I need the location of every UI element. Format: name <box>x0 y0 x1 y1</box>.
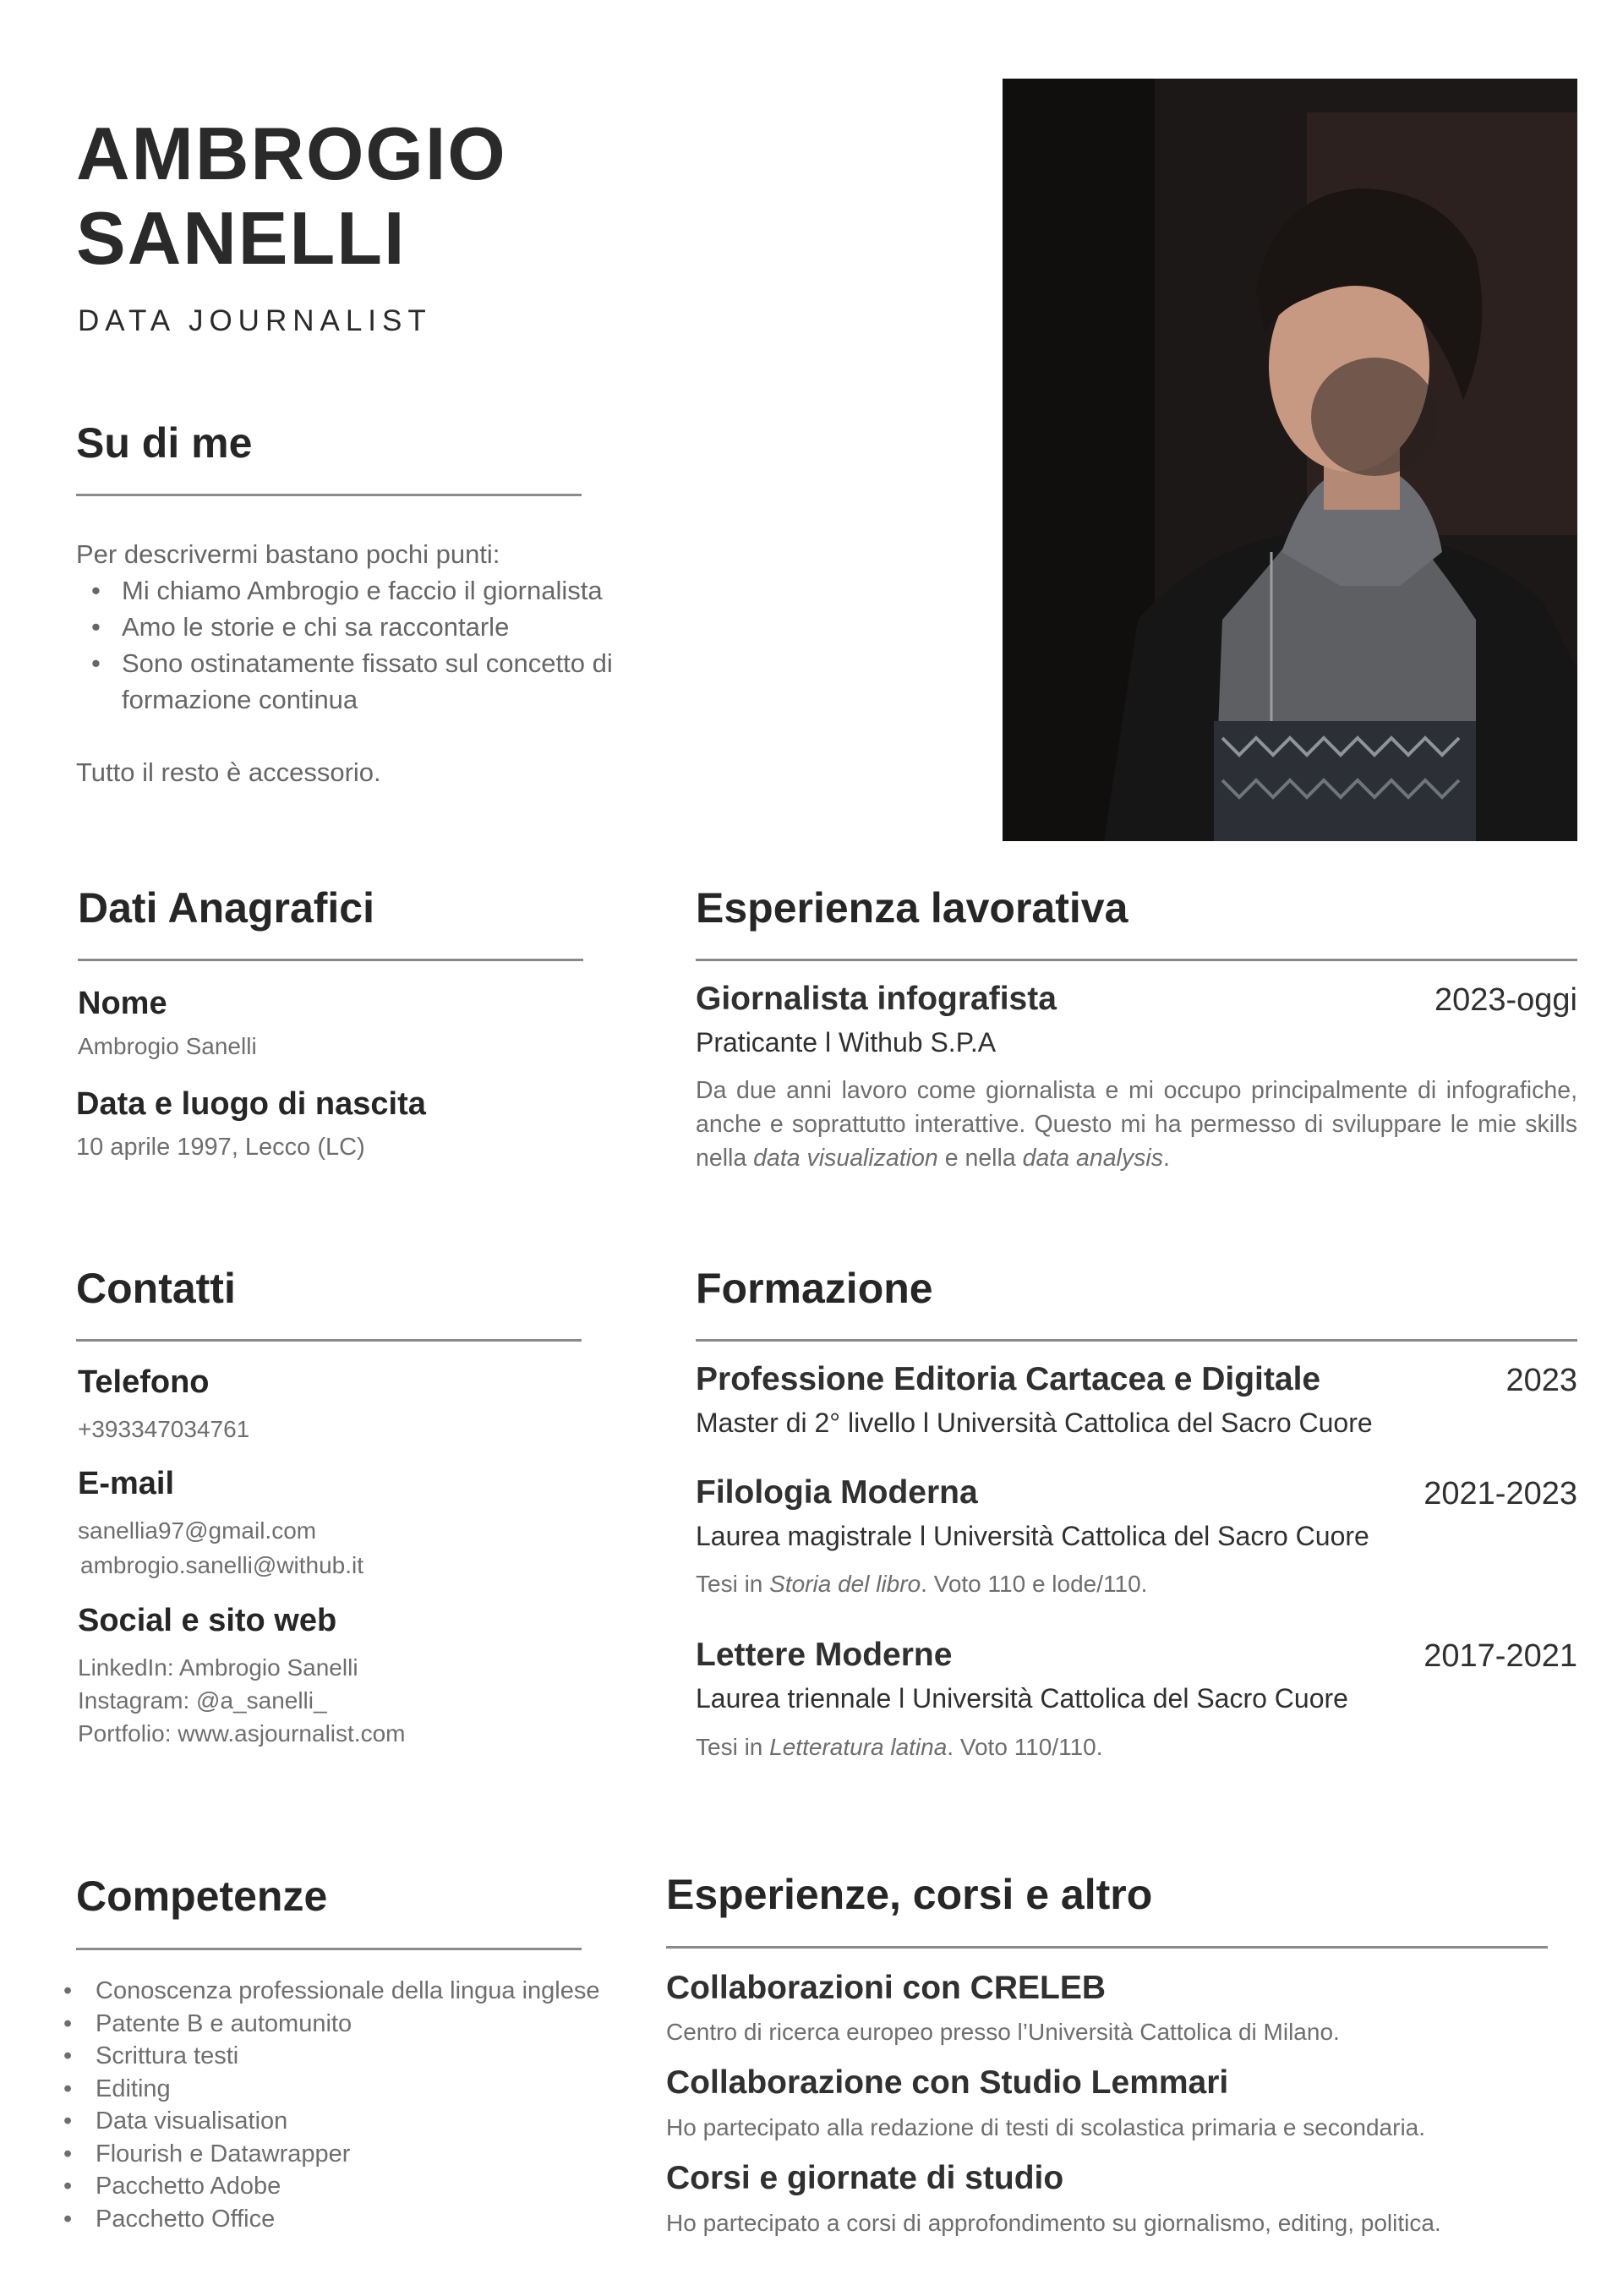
note-text: . Voto 110 e lode/110. <box>921 1571 1148 1597</box>
other-2-description: Ho partecipato alla redazione di testi di scolastica primaria e secondaria. <box>666 2114 1426 2140</box>
education-3-note <box>696 1731 1103 1763</box>
other-divider <box>666 1946 1548 1949</box>
phone-label: Telefono <box>78 1364 210 1400</box>
education-1-year: 2023 <box>1506 1363 1577 1398</box>
skills-list <box>63 1975 621 2235</box>
about-divider <box>76 494 582 496</box>
education-1-subtitle: Master di 2° livello l Università Cattolica del Sacro Cuore <box>696 1408 1373 1438</box>
job-description-text: e nella <box>937 1145 1023 1172</box>
profile-photo <box>1003 79 1577 841</box>
skill-item: • Flourish e Datawrapper <box>63 2138 621 2171</box>
experience-divider <box>696 959 1577 961</box>
birth-value: 10 aprile 1997, Lecco (LC) <box>76 1134 365 1161</box>
name-last-line: SANELLI <box>76 196 407 280</box>
education-2-year: 2021-2023 <box>1424 1476 1577 1512</box>
about-point: • Mi chiamo Ambrogio e faccio il giornalista <box>76 572 651 609</box>
email-primary[interactable]: sanellia97@gmail.com <box>78 1517 317 1544</box>
job-description-text: Da due anni lavoro come giornalista e mi occupo principalmente di infografiche, anche e soprattutto interattive. Questo mi ha permesso di sviluppare le mie skills nella <box>696 1077 1577 1172</box>
job-description-text: . <box>1162 1145 1170 1172</box>
name-label: Nome <box>78 986 167 1021</box>
skill-item: • Conoscenza professionale della lingua inglese <box>63 1975 621 2008</box>
email-label: E-mail <box>78 1466 175 1501</box>
skill-item: • Pacchetto Office <box>63 2203 621 2236</box>
note-emphasis: Storia del libro <box>769 1571 921 1597</box>
email-secondary[interactable]: ambrogio.sanelli@withub.it <box>80 1552 364 1578</box>
name-first-line: AMBROGIO <box>76 112 507 195</box>
birth-label: Data e luogo di nascita <box>76 1086 426 1122</box>
instagram-link[interactable]: Instagram: @a_sanelli_ <box>78 1687 327 1714</box>
linkedin-link[interactable]: LinkedIn: Ambrogio Sanelli <box>78 1654 358 1681</box>
job-description-emphasis: data visualization <box>753 1145 938 1172</box>
job-role: DATA JOURNALIST <box>78 304 432 337</box>
education-2-note <box>696 1568 1147 1600</box>
note-emphasis: Letteratura latina <box>769 1734 948 1760</box>
portrait-illustration <box>1003 79 1577 841</box>
about-title: Su di me <box>76 419 253 467</box>
note-text: Tesi in <box>696 1734 770 1760</box>
personal-data-divider <box>78 959 583 961</box>
portfolio-link[interactable]: Portfolio: www.asjournalist.com <box>78 1720 406 1747</box>
phone-value[interactable]: +393347034761 <box>78 1416 250 1442</box>
education-3-year: 2017-2021 <box>1424 1638 1577 1674</box>
education-3-title: Lettere Moderne <box>696 1637 953 1673</box>
skill-item: • Pacchetto Adobe <box>63 2170 621 2203</box>
education-title: Formazione <box>696 1265 933 1312</box>
skill-item: • Patente B e automunito <box>63 2008 621 2041</box>
about-intro: Per descrivermi bastano pochi punti: <box>76 539 500 569</box>
about-point: • Amo le storie e chi sa raccontarle <box>76 609 651 645</box>
skills-title: Competenze <box>76 1872 328 1920</box>
note-text: Tesi in <box>696 1571 770 1597</box>
job-description <box>696 1074 1577 1175</box>
about-point: • Sono ostinatamente fissato sul concetto di formazione continua <box>76 645 651 718</box>
note-text: . Voto 110/110. <box>947 1734 1103 1760</box>
job-title: Giornalista infografista <box>696 981 1057 1017</box>
other-2-title: Collaborazione con Studio Lemmari <box>666 2064 1229 2101</box>
about-body <box>76 536 651 790</box>
experience-title: Esperienza lavorativa <box>696 884 1128 932</box>
personal-data-title: Dati Anagrafici <box>78 884 375 932</box>
skill-item: • Editing <box>63 2073 621 2106</box>
education-2-title: Filologia Moderna <box>696 1474 978 1511</box>
education-1-title: Professione Editoria Cartacea e Digitale <box>696 1361 1321 1397</box>
about-points <box>76 572 651 718</box>
job-description-emphasis: data analysis <box>1022 1145 1163 1172</box>
social-label: Social e sito web <box>78 1603 337 1638</box>
contacts-title: Contatti <box>76 1265 236 1312</box>
education-divider <box>696 1339 1577 1342</box>
other-3-description: Ho partecipato a corsi di approfondimento su giornalismo, editing, politica. <box>666 2210 1441 2236</box>
other-title: Esperienze, corsi e altro <box>666 1871 1153 1918</box>
about-closing: Tutto il resto è accessorio. <box>76 757 381 787</box>
name-value: Ambrogio Sanelli <box>78 1033 257 1059</box>
job-employer: Praticante l Withub S.P.A <box>696 1027 997 1058</box>
education-3-subtitle: Laurea triennale l Università Cattolica del Sacro Cuore <box>696 1683 1348 1714</box>
other-1-description: Centro di ricerca europeo presso l’Università Cattolica di Milano. <box>666 2019 1340 2045</box>
skill-item: • Data visualisation <box>63 2105 621 2138</box>
skill-item: • Scrittura testi <box>63 2040 621 2073</box>
education-2-subtitle: Laurea magistrale l Università Cattolica del Sacro Cuore <box>696 1521 1369 1551</box>
other-1-title: Collaborazioni con CRELEB <box>666 1970 1107 2006</box>
skills-divider <box>76 1948 582 1950</box>
other-3-title: Corsi e giornate di studio <box>666 2160 1064 2196</box>
contacts-divider <box>76 1339 582 1342</box>
job-years: 2023-oggi <box>1434 982 1577 1018</box>
